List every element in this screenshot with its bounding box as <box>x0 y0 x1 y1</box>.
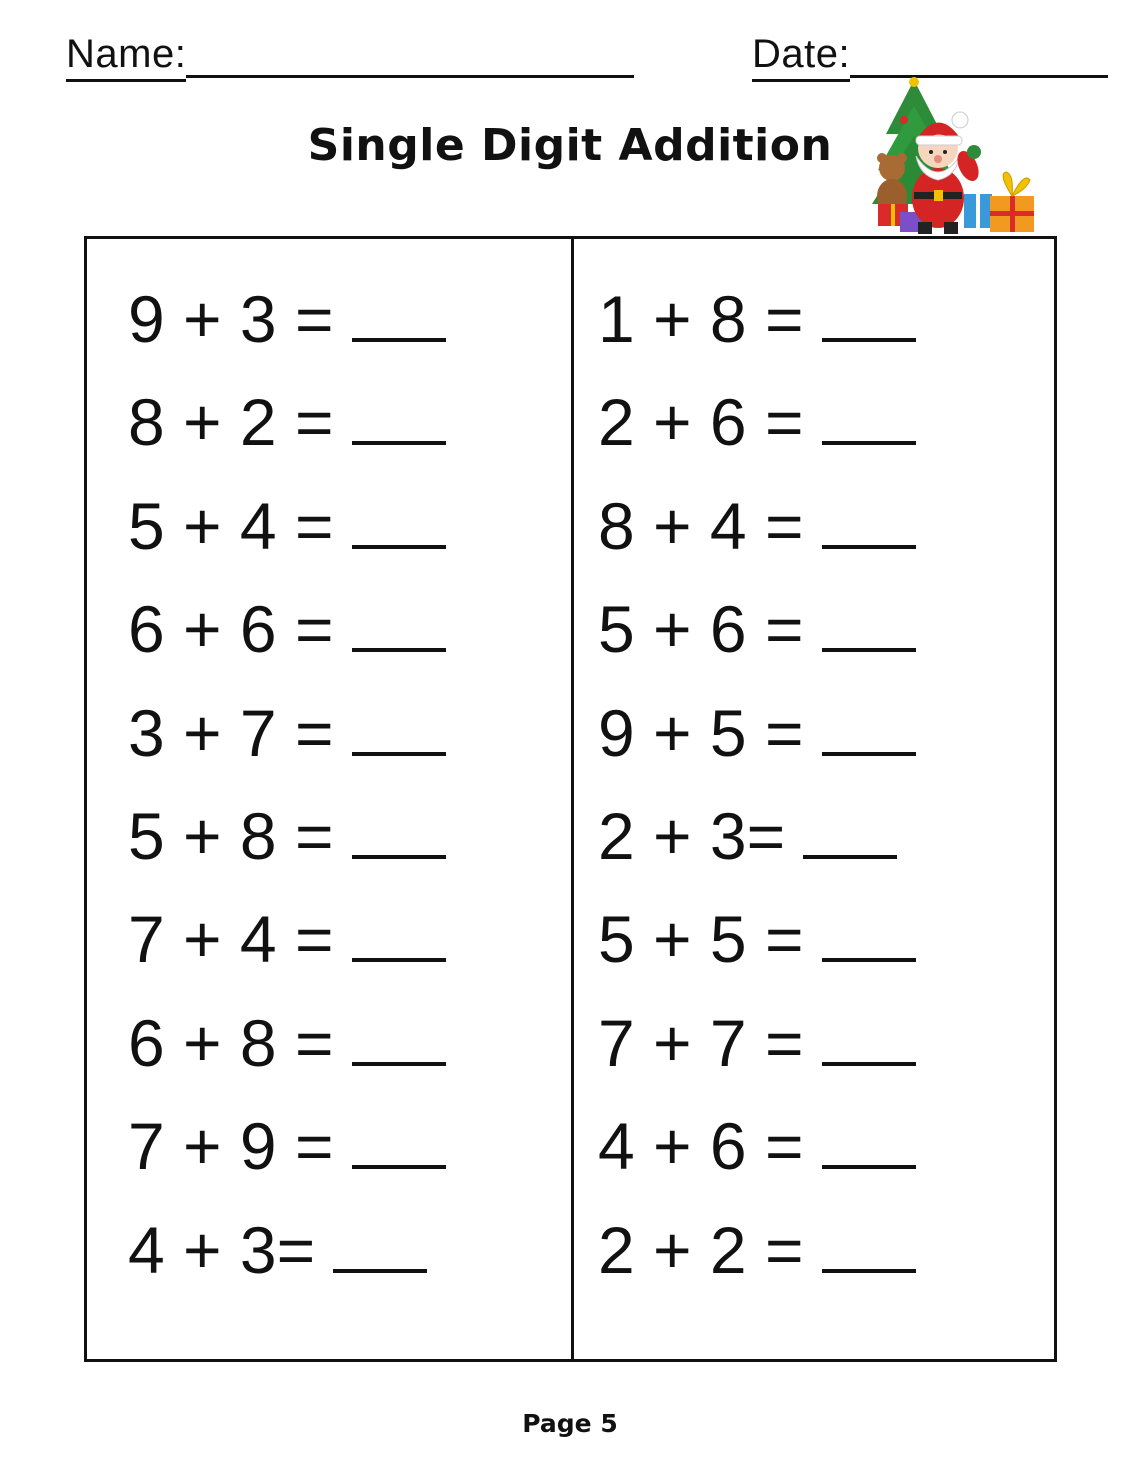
answer-blank[interactable] <box>822 1163 916 1169</box>
problem-row <box>128 475 588 578</box>
answer-blank[interactable] <box>352 439 446 445</box>
answer-blank[interactable] <box>352 1163 446 1169</box>
problem-row <box>598 785 1058 888</box>
problem-expression: 5 + 8 = <box>128 798 334 873</box>
date-field <box>752 30 1108 82</box>
name-field <box>66 30 634 82</box>
problem-expression: 7 + 4 = <box>128 902 334 977</box>
problem-expression: 6 + 6 = <box>128 592 334 667</box>
answer-blank[interactable] <box>333 1267 427 1273</box>
worksheet-title: Single Digit Addition <box>307 120 833 171</box>
answer-blank[interactable] <box>822 1267 916 1273</box>
left-problem-list <box>128 268 588 1302</box>
name-line[interactable] <box>186 38 634 78</box>
problem-row <box>598 888 1058 991</box>
date-line[interactable] <box>850 38 1108 78</box>
problem-row <box>128 268 588 371</box>
problem-expression: 5 + 5 = <box>598 902 804 977</box>
name-label: Name: <box>66 30 186 82</box>
problem-expression: 7 + 7 = <box>598 1005 804 1080</box>
problem-row <box>128 785 588 888</box>
santa-christmas-tree-gifts-icon <box>856 76 1042 240</box>
problem-row <box>128 682 588 785</box>
problem-expression: 7 + 9 = <box>128 1109 334 1184</box>
answer-blank[interactable] <box>352 1060 446 1066</box>
answer-blank[interactable] <box>822 646 916 652</box>
problem-row <box>128 992 588 1095</box>
problem-expression: 8 + 2 = <box>128 385 334 460</box>
answer-blank[interactable] <box>822 439 916 445</box>
problem-row <box>598 371 1058 474</box>
right-problem-list <box>598 268 1058 1302</box>
problem-expression: 4 + 3= <box>128 1212 316 1287</box>
problem-expression: 9 + 5 = <box>598 695 804 770</box>
problem-row <box>598 578 1058 681</box>
problem-expression: 2 + 3= <box>598 798 786 873</box>
answer-blank[interactable] <box>352 853 446 859</box>
answer-blank[interactable] <box>352 956 446 962</box>
answer-blank[interactable] <box>822 750 916 756</box>
problem-row <box>598 475 1058 578</box>
problem-expression: 3 + 7 = <box>128 695 334 770</box>
problem-expression: 5 + 6 = <box>598 592 804 667</box>
problem-row <box>128 371 588 474</box>
answer-blank[interactable] <box>822 543 916 549</box>
answer-blank[interactable] <box>352 646 446 652</box>
problem-row <box>128 888 588 991</box>
date-label: Date: <box>752 30 850 82</box>
problem-row <box>598 1095 1058 1198</box>
problem-expression: 2 + 2 = <box>598 1212 804 1287</box>
problem-row <box>128 1199 588 1302</box>
problem-row <box>598 992 1058 1095</box>
problem-row <box>598 1199 1058 1302</box>
problem-row <box>128 1095 588 1198</box>
problem-row <box>598 682 1058 785</box>
problem-expression: 5 + 4 = <box>128 488 334 563</box>
page-number: Page 5 <box>522 1409 618 1438</box>
problem-expression: 9 + 3 = <box>128 282 334 356</box>
problem-expression: 1 + 8 = <box>598 282 804 356</box>
answer-blank[interactable] <box>822 1060 916 1066</box>
answer-blank[interactable] <box>822 336 916 342</box>
problem-row <box>128 578 588 681</box>
problem-expression: 8 + 4 = <box>598 488 804 563</box>
answer-blank[interactable] <box>352 543 446 549</box>
problem-expression: 4 + 6 = <box>598 1109 804 1184</box>
problem-expression: 2 + 6 = <box>598 385 804 460</box>
answer-blank[interactable] <box>822 956 916 962</box>
problem-row <box>598 268 1058 371</box>
answer-blank[interactable] <box>352 750 446 756</box>
answer-blank[interactable] <box>352 336 446 342</box>
answer-blank[interactable] <box>803 853 897 859</box>
problem-expression: 6 + 8 = <box>128 1005 334 1080</box>
